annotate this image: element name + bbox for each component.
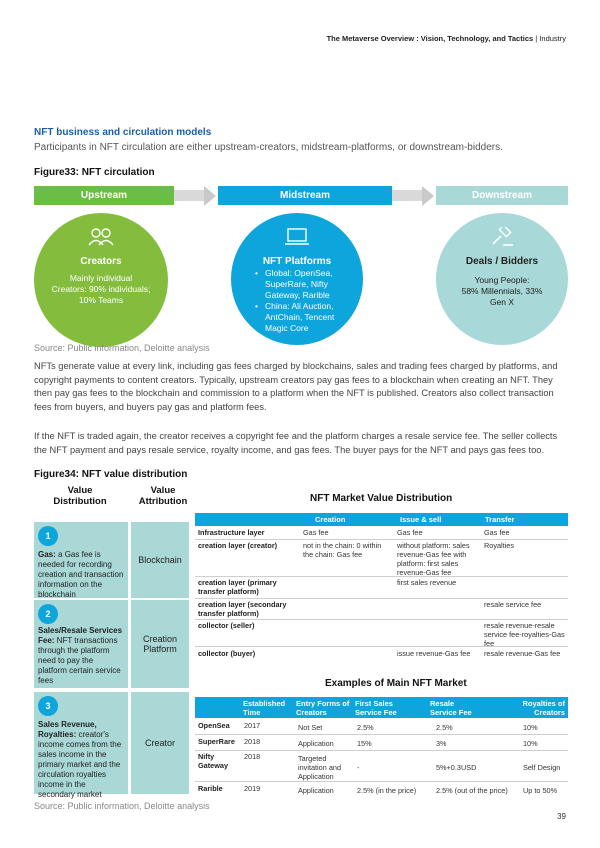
t1-row-label: creation layer (primary transfer platform) <box>198 578 277 596</box>
t2-cell: 2.5% (out of the price) <box>436 786 508 795</box>
bidders-line: 58% Millennials, 33% <box>461 286 543 296</box>
step-badge: 2 <box>38 604 58 624</box>
bidders-desc <box>446 275 558 308</box>
bidders-circle <box>436 213 568 345</box>
bidders-line: Gen X <box>489 297 515 307</box>
table2-col-header: Established Time <box>243 699 286 717</box>
section-subtitle: Participants in NFT circulation are either upstream-creators, midstream-platforms, or downstream-bidders. <box>34 142 503 153</box>
t1-cell: first sales revenue <box>397 578 457 587</box>
gas-text <box>38 550 124 600</box>
platforms-circle <box>231 213 363 345</box>
attr-creator: Creator <box>131 692 189 794</box>
flow-arrow-bar <box>392 190 422 201</box>
table2-col-header: Entry Forms of Creators <box>296 699 350 717</box>
laptop-icon <box>283 227 311 247</box>
figure33-title: Figure33: NFT circulation <box>34 167 155 178</box>
t1-row-label: collector (buyer) <box>198 649 256 658</box>
t2-market-name: SuperRare <box>198 737 235 746</box>
t2-cell: 15% <box>357 739 372 748</box>
band-upstream: Upstream <box>34 186 174 205</box>
t1-cell: Gas fee <box>484 528 510 537</box>
row-divider <box>195 750 568 751</box>
value-distribution-header: Value Distribution <box>53 485 107 507</box>
table1-header <box>195 513 568 526</box>
arrow-right-icon <box>422 186 434 206</box>
t2-cell: 10% <box>523 723 538 732</box>
t1-cell: without platform: sales revenue-Gas fee with platform: first sales revenue-Gas fee <box>397 541 470 577</box>
t1-row-label: Infrastructure layer <box>198 528 265 537</box>
page-number: 39 <box>557 812 566 821</box>
header-title: The Metaverse Overview : Vision, Technology, and Tactics <box>326 34 534 43</box>
t2-cell: 2.5% (in the price) <box>357 786 417 795</box>
bidders-line: Young People: <box>474 275 530 285</box>
royalties-desc: creator's income comes from the sales income in the primary market and the circulation royalties income in the secondary market <box>38 730 122 799</box>
figure33-source: Source: Public information, Deloitte analysis <box>34 343 210 353</box>
t2-market-name: Rarible <box>198 784 223 793</box>
platforms-list <box>255 268 355 334</box>
t2-cell: 2018 <box>244 737 261 746</box>
t2-cell: 5%+0.3USD <box>436 763 477 772</box>
t2-cell: Targeted invitation and Application <box>298 754 342 781</box>
t2-cell: 3% <box>436 739 447 748</box>
row-divider <box>195 598 568 599</box>
row-divider <box>195 646 568 647</box>
gas-desc: a Gas fee is needed for recording creation and transaction information on the blockchain <box>38 550 124 599</box>
value-attribution-header: Value Attribution <box>138 485 188 507</box>
t1-cell: issue revenue-Gas fee <box>397 649 471 658</box>
figure34-source: Source: Public information, Deloitte analysis <box>34 801 210 811</box>
t2-cell: 2019 <box>244 784 261 793</box>
gavel-icon <box>488 227 516 247</box>
page-header <box>327 34 566 43</box>
royalties-text <box>38 720 124 800</box>
gas-panel <box>34 522 128 598</box>
t1-cell: Gas fee <box>303 528 329 537</box>
t2-market-name: OpenSea <box>198 721 230 730</box>
creators-line: 10% Teams <box>78 295 124 305</box>
step-badge: 3 <box>38 696 58 716</box>
table1-col-header: Transfer <box>485 515 515 524</box>
t2-cell: Up to 50% <box>523 786 558 795</box>
t2-cell: 2018 <box>244 752 261 761</box>
body-paragraph: NFTs generate value at every link, including gas fees charged by blockchains, sales and trading fees charged by platforms, and copyright payments to content creators. Typically, upstream creators pay gas fees to a blockchain when creating an NFT. They then pay gas fees to the blockchain and commission to a platform when the NFT is published. Creators also collect transaction fees from buyers, and buyers pay gas and platform fees. <box>34 361 558 412</box>
t1-cell: not in the chain: 0 within the chain: Gas fee <box>303 541 382 559</box>
t1-cell: resale revenue-Gas fee <box>484 649 561 658</box>
table2-col-header: Royalties of Creators <box>522 699 565 717</box>
t2-cell: 2.5% <box>357 723 374 732</box>
service-fee-desc: NFT transactions through the platform need to pay the platform certain service fees <box>38 636 121 685</box>
table1-col-header: Issue & sell <box>400 515 442 524</box>
t1-row-label: creation layer (creator) <box>198 541 278 550</box>
table2-header <box>195 697 568 718</box>
creators-circle <box>34 213 168 347</box>
t2-cell: Not Set <box>298 723 323 732</box>
band-downstream: Downstream <box>436 186 568 205</box>
t2-cell: Self Design <box>523 763 561 772</box>
t2-cell: - <box>357 763 360 772</box>
row-divider <box>195 576 568 577</box>
row-divider <box>195 781 568 782</box>
royalties-label: Sales Revenue, Royalties: <box>38 720 97 739</box>
t1-cell: Royalties <box>484 541 515 550</box>
platforms-item: • Global: OpenSea, SuperRare, Nifty Gateway, Rarible <box>255 268 355 301</box>
row-divider <box>195 734 568 735</box>
attr-creation-platform: Creation Platform <box>131 600 189 688</box>
table2-col-header: Resale Service Fee <box>430 699 472 717</box>
platforms-title: NFT Platforms <box>262 256 332 267</box>
gas-label: Gas: <box>38 550 56 559</box>
service-fee-panel <box>34 600 128 688</box>
creators-desc <box>44 273 158 306</box>
creators-line: Creators: 90% individuals; <box>51 284 151 294</box>
t2-cell: Application <box>298 786 334 795</box>
platforms-item: • China: Ali Auction, AntChain, Tencent Magic Core <box>255 301 355 334</box>
t1-cell: Gas fee <box>397 528 423 537</box>
attr-blockchain: Blockchain <box>131 522 189 598</box>
t1-cell: resale revenue-resale service fee-royalties-Gas fee <box>484 621 565 648</box>
people-icon <box>87 227 115 247</box>
figure34-title: Figure34: NFT value distribution <box>34 469 188 480</box>
t1-cell: resale service fee <box>484 600 542 609</box>
band-midstream: Midstream <box>218 186 392 205</box>
creators-title: Creators <box>80 256 122 267</box>
t2-cell: 2.5% <box>436 723 453 732</box>
arrow-right-icon <box>204 186 216 206</box>
royalties-panel <box>34 692 128 799</box>
service-fee-text <box>38 626 124 686</box>
t2-market-name: Nifty Gateway <box>198 752 229 770</box>
t2-cell: Application <box>298 739 334 748</box>
bidders-title: Deals / Bidders <box>465 256 539 267</box>
table1-title: NFT Market Value Distribution <box>310 493 453 504</box>
service-fee-label: Sales/Resale Services Fee: <box>38 626 123 645</box>
table2-col-header: First Sales Service Fee <box>355 699 397 717</box>
step-badge: 1 <box>38 526 58 546</box>
table1-col-header: Creation <box>315 515 346 524</box>
section-title: NFT business and circulation models <box>34 127 212 138</box>
header-section: Industry <box>539 34 566 43</box>
t2-cell: 10% <box>523 739 538 748</box>
t1-row-label: collector (seller) <box>198 621 255 630</box>
creators-line: Mainly individual <box>69 273 133 283</box>
table2-title: Examples of Main NFT Market <box>325 678 467 689</box>
row-divider <box>195 619 568 620</box>
t2-cell: 2017 <box>244 721 261 730</box>
t1-row-label: creation layer (secondary transfer platform) <box>198 600 287 618</box>
flow-arrow-bar <box>174 190 204 201</box>
body-paragraph: If the NFT is traded again, the creator receives a copyright fee and the platform charges a resale service fee. The seller collects the NFT payment and pays resale service, royalty income, and gas fees. The buyer pays for the NFT and pays gas fees too. <box>34 431 558 455</box>
row-divider <box>195 539 568 540</box>
header-separator: | <box>535 34 538 43</box>
